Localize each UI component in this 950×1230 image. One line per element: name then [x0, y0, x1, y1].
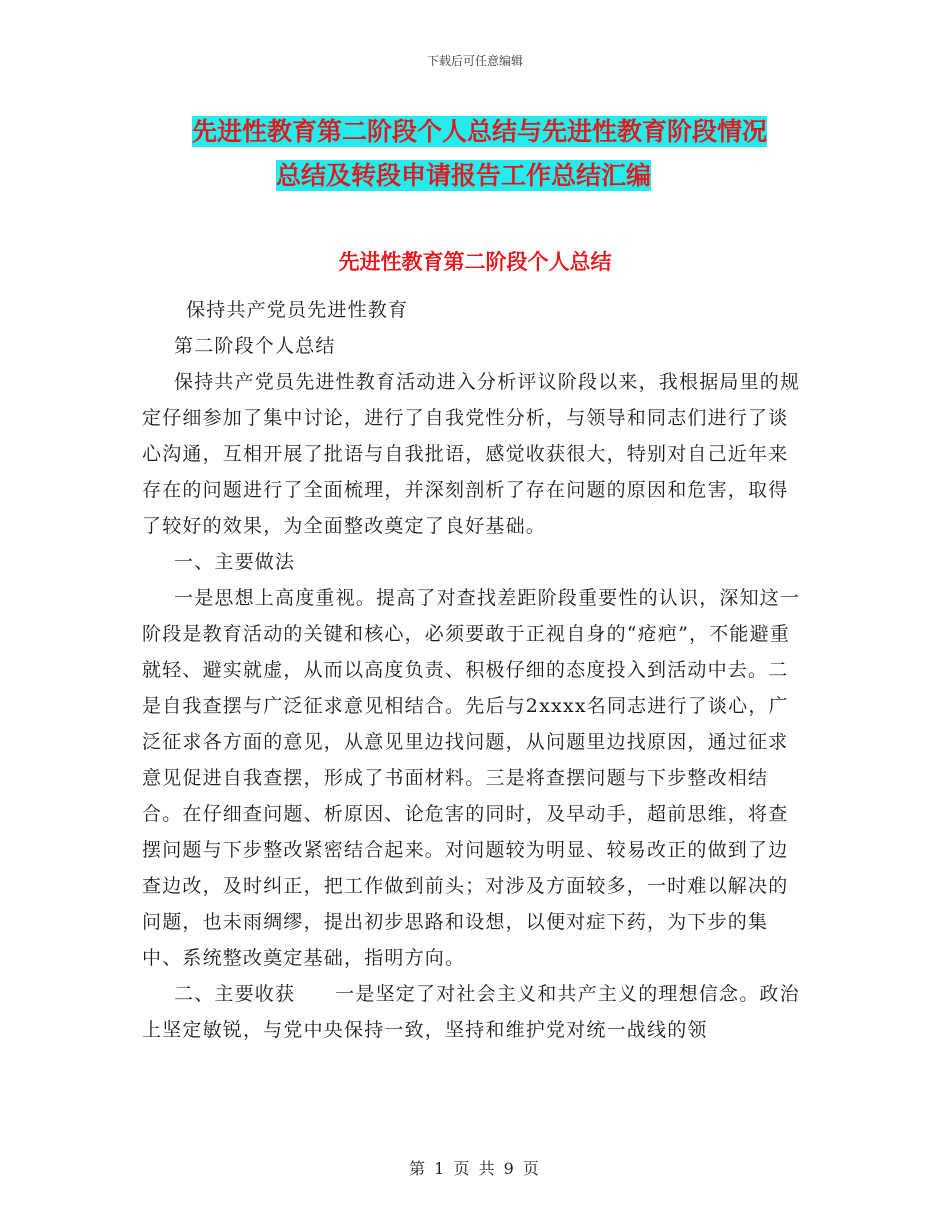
- paragraph-gains: [142, 976, 802, 1048]
- heading-gains: 二、主要收获: [174, 983, 296, 1005]
- header-note: 下载后可任意编辑: [426, 54, 523, 68]
- paragraph-methods: 一是思想上高度重视。提高了对查找差距阶段重要性的认识，深知这一阶段是教育活动的关键和核心，必须要敢于正视自身的“疮疤”，不能避重就轻、避实就虚，从而以高度负责、积极仔细的态度投入到活动中去。二是自我查摆与广泛征求意见相结合。先后与2xxxx名同志进行了谈心，广泛征求各方面的意见，从意见里边找问题，从问题里边找原因，通过征求意见促进自我查摆，形成了书面材料。三是将查摆问题与下步整改相结合。在仔细查问题、析原因、论危害的同时，及早动手，超前思维，将查摆问题与下步整改紧密结合起来。对问题较为明显、较易改正的做到了边查边改，及时纠正，把工作做到前头；对涉及方面较多，一时难以解决的问题，也未雨绸缪，提出初步思路和设想，以便对症下药，为下步的集中、系统整改奠定基础，指明方向。: [142, 587, 801, 969]
- subtitle-2: 第二阶段个人总结: [174, 335, 336, 357]
- subtitle-1: 保持共产党员先进性教育: [186, 299, 409, 321]
- document-title-line1: 先进性教育第二阶段个人总结与先进性教育阶段情况: [192, 117, 768, 146]
- document-title-line2: 总结及转段申请报告工作总结汇编: [276, 161, 652, 190]
- page-footer: 第 1 页 共 9 页: [409, 1159, 541, 1178]
- heading-methods: 一、主要做法: [174, 551, 296, 573]
- paragraph-gains-text: 一是坚定了对社会主义和共产主义的理想信念。政治上坚定敏锐，与党中央保持一致，坚持和维护党对统一战线的领: [142, 983, 800, 1041]
- document-body: [142, 292, 802, 1048]
- paragraph-intro: 保持共产党员先进性教育活动进入分析评议阶段以来，我根据局里的规定仔细参加了集中讨论，进行了自我党性分析，与领导和同志们进行了谈心沟通，互相开展了批语与自我批语，感觉收获很大，特别对自己近年来存在的问题进行了全面梳理，并深刻剖析了存在问题的原因和危害，取得了较好的效果，为全面整改奠定了良好基础。: [142, 371, 801, 537]
- document-title: [192, 110, 812, 198]
- section-title: 先进性教育第二阶段个人总结: [338, 250, 612, 274]
